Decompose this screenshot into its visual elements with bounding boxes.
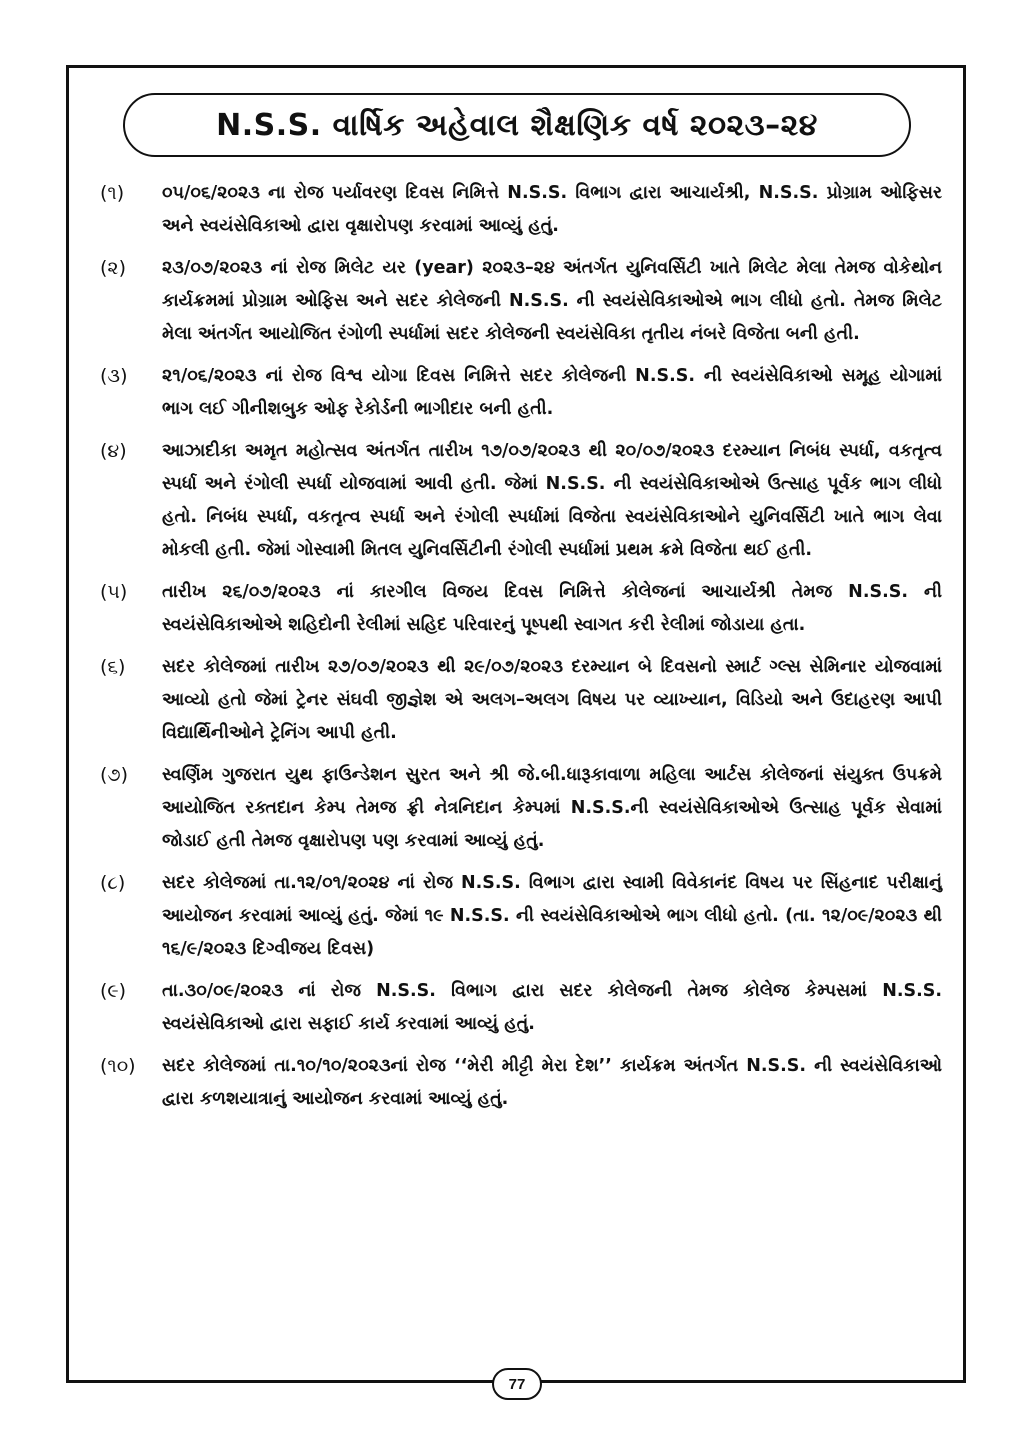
list-item-text: સદર કોલેજમાં તારીખ ૨૭/૦૭/૨૦૨૩ થી ૨૯/૦૭/૨૦૨૩ દરમ્યાન બે દિવસનો સ્માર્ટ ગ્લ્સ સેમિનાર યોજવામાં આવ્યો હતો જેમાં ટ્રેનર સંઘવી જીજ્ઞેશ એ અલગ–અલગ વિષય પર વ્યાખ્યાન, વિડિયો અને ઉદાહરણ આપી વિદ્યાર્થિનીઓને ટ્રેનિંગ આપી હતી. [162,657,942,743]
list-item-text: ૦૫/૦૬/૨૦૨૩ ના રોજ પર્યાવરણ દિવસ નિમિત્તે N.S.S. વિભાગ દ્વારા આચાર્યશ્રી, N.S.S. પ્રોગ્રામ ઓફિસર અને સ્વયંસેવિકાઓ દ્વારા વૃક્ષારોપણ કરવામાં આવ્યું હતું. [162,183,942,236]
list-item-number: (૭) [100,764,129,786]
list-item [100,177,942,243]
activity-list [100,177,942,1125]
list-item-text: આઝાદીકા અમૃત મહોત્સવ અંતર્ગત તારીખ ૧૭/૦૭/૨૦૨૩ થી ૨૦/૦૭/૨૦૨૩ દરમ્યાન નિબંધ સ્પર્ધા, વકતૃત્વ સ્પર્ધા અને રંગોલી સ્પર્ધા યોજવામાં આવી હતી. જેમાં N.S.S. ની સ્વયંસેવિકાઓએ ઉત્સાહ પૂર્વક ભાગ લીધો હતો. નિબંધ સ્પર્ધા, વકતૃત્વ સ્પર્ધા અને રંગોલી સ્પર્ધામાં વિજેતા સ્વયંસેવિકાઓને યુનિવર્સિટી ખાતે ભાગ લેવા મોકલી હતી. જેમાં ગોસ્વામી મિતલ યુનિવર્સિટીની રંગોલી સ્પર્ધામાં પ્રથમ ક્રમે વિજેતા થઈ હતી. [162,441,942,560]
list-item [100,759,942,858]
list-item-number: (૧૦) [100,1055,136,1077]
list-item-number: (૬) [100,656,126,678]
list-item-text: તારીખ ૨૬/૦૭/૨૦૨૩ નાં કારગીલ વિજય દિવસ નિમિત્તે કોલેજનાં આચાર્યશ્રી તેમજ N.S.S. ની સ્વયંસેવિકાઓએ શહિદોની રેલીમાં સહિદ પરિવારનું પૂષ્પથી સ્વાગત કરી રેલીમાં જોડાયા હતા. [162,582,942,635]
list-item [100,360,942,426]
list-item [100,867,942,966]
list-item-number: (૮) [100,872,126,894]
list-item [100,576,942,642]
list-item [100,435,942,567]
list-item-number: (૩) [100,365,128,387]
page-number: 77 [492,1368,542,1400]
list-item [100,1050,942,1116]
list-item [100,252,942,351]
list-item-text: સદર કોલેજમાં તા.૧૨/૦૧/૨૦૨૪ નાં રોજ N.S.S. વિભાગ દ્વારા સ્વામી વિવેકાનંદ વિષય પર સિંહનાદ પરીક્ષાનું આયોજન કરવામાં આવ્યું હતું. જેમાં ૧૯ N.S.S. ની સ્વયંસેવિકાઓએ ભાગ લીધો હતો. (તા. ૧૨/૦૯/૨૦૨૩ થી ૧૬/૯/૨૦૨૩ દિગ્વીજય દિવસ) [162,873,942,959]
list-item-text: સદર કોલેજમાં તા.૧૦/૧૦/૨૦૨૩નાં રોજ ‘‘મેરી મીટ્ટી મેરા દેશ’’ કાર્યક્રમ અંતર્ગત N.S.S. ની સ્વયંસેવિકાઓ દ્વારા કળશયાત્રાનું આયોજન કરવામાં આવ્યું હતું. [162,1056,942,1109]
list-item-number: (૪) [100,440,127,462]
list-item [100,651,942,750]
report-title: N.S.S. વાર્ષિક અહેવાલ શૈક્ષણિક વર્ષ ૨૦૨૩–૨૪ [216,107,818,143]
list-item-text: તા.૩૦/૦૯/૨૦૨૩ નાં રોજ N.S.S. વિભાગ દ્વારા સદર કોલેજની તેમજ કોલેજ કેમ્પસમાં N.S.S. સ્વયંસેવિકાઓ દ્વારા સફાઈ કાર્ય કરવામાં આવ્યું હતું. [162,981,942,1034]
page-footer [0,1368,1034,1400]
list-item-number: (૧) [100,182,125,204]
list-item-number: (૨) [100,257,126,279]
list-item-number: (૫) [100,581,128,603]
list-item [100,975,942,1041]
list-item-text: ૨૧/૦૬/૨૦૨૩ નાં રોજ વિશ્વ યોગા દિવસ નિમિત્તે સદર કોલેજની N.S.S. ની સ્વયંસેવિકાઓ સમૂહ યોગામાં ભાગ લઈ ગીનીશબુક ઓફ રેકોર્ડની ભાગીદાર બની હતી. [162,366,942,419]
report-title-banner [123,93,911,157]
list-item-number: (૯) [100,980,127,1002]
list-item-text: ૨૩/૦૭/૨૦૨૩ નાં રોજ મિલેટ યર (year) ૨૦૨૩–૨૪ અંતર્ગત યુનિવર્સિટી ખાતે મિલેટ મેલા તેમજ વોકેથોન કાર્યક્રમમાં પ્રોગ્રામ ઓફિસ અને સદર કોલેજની N.S.S. ની સ્વયંસેવિકાઓએ ભાગ લીધો હતો. તેમજ મિલેટ મેલા અંતર્ગત આયોજિત રંગોળી સ્પર્ધામાં સદર કોલેજની સ્વયંસેવિકા તૃતીય નંબરે વિજેતા બની હતી. [162,258,942,344]
list-item-text: સ્વર્ણિમ ગુજરાત યુથ ફાઉન્ડેશન સુરત અને શ્રી જે.બી.ધારૂકાવાળા મહિલા આર્ટસ કોલેજનાં સંયુક્ત ઉપક્રમે આયોજિત રક્તદાન કેમ્પ તેમજ ફ્રી નેત્રનિદાન કેમ્પમાં N.S.S.ની સ્વયંસેવિકાઓએ ઉત્સાહ પૂર્વક સેવામાં જોડાઈ હતી તેમજ વૃક્ષારોપણ પણ કરવામાં આવ્યું હતું. [162,765,942,851]
